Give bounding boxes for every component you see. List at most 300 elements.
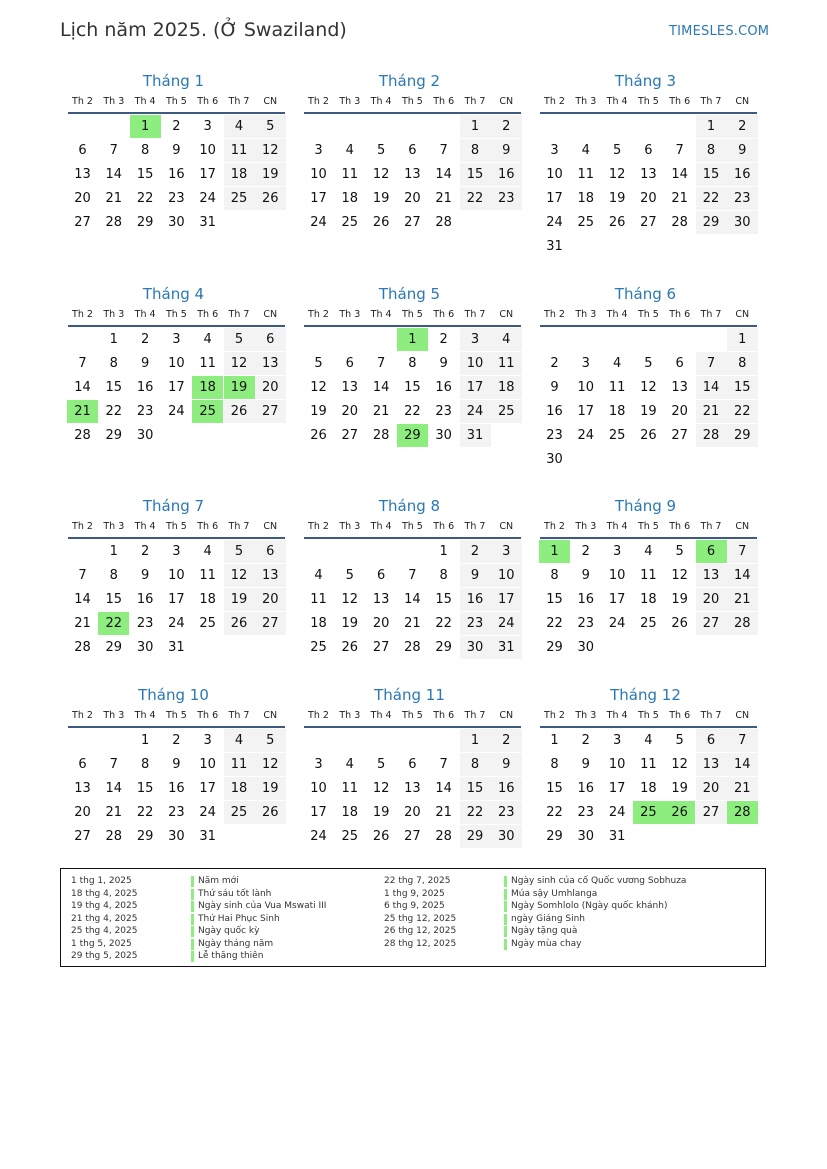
month-divider xyxy=(540,726,757,728)
weekday-label: Th 6 xyxy=(197,96,219,107)
day-cell: 17 xyxy=(310,805,327,820)
legend-date: 1 thg 5, 2025 xyxy=(71,938,132,949)
month-name: Tháng 8 xyxy=(378,497,441,515)
day-cell: 28 xyxy=(74,640,91,655)
day-cell: 16 xyxy=(727,163,758,186)
day-cell: 29 xyxy=(136,215,154,230)
day-cell: 6 xyxy=(255,540,286,563)
weekday-label: Th 3 xyxy=(339,521,361,532)
day-cell: 16 xyxy=(546,404,563,419)
day-cell: 5 xyxy=(314,356,323,371)
day-cell: 4 xyxy=(203,332,212,347)
weekday-header xyxy=(539,710,757,724)
weekday-label: Th 5 xyxy=(637,521,659,532)
weekday-label: Th 4 xyxy=(606,521,628,532)
day-cell: 7 xyxy=(727,540,758,563)
weekday-label: Th 7 xyxy=(700,96,722,107)
holiday-day-cell: 6 xyxy=(696,540,727,563)
day-cell: 5 xyxy=(612,143,622,158)
day-cell: 10 xyxy=(608,568,626,583)
day-cell: 15 xyxy=(460,777,491,800)
day-cell: 12 xyxy=(341,592,359,607)
legend-date: 25 thg 4, 2025 xyxy=(71,926,138,936)
legend-holiday-name: Ngày tháng năm xyxy=(198,938,274,949)
day-cell: 20 xyxy=(255,376,286,399)
month-name: Tháng 4 xyxy=(142,285,205,303)
weekday-label: Th 2 xyxy=(544,96,565,107)
day-cell: 29 xyxy=(136,829,154,844)
day-cell: 15 xyxy=(546,592,563,607)
day-cell: 17 xyxy=(460,376,491,399)
day-cell: 25 xyxy=(310,640,327,655)
day-cell: 29 xyxy=(696,211,727,234)
day-cell: 7 xyxy=(439,143,448,158)
day-cell: 20 xyxy=(404,805,421,820)
day-cell: 22 xyxy=(546,805,563,820)
day-cell: 11 xyxy=(310,592,327,607)
day-cell: 8 xyxy=(550,757,559,772)
day-cell: 14 xyxy=(727,753,758,776)
day-cell: 10 xyxy=(168,568,185,583)
day-cell: 24 xyxy=(168,616,185,631)
day-cell: 22 xyxy=(404,404,421,419)
day-cell: 27 xyxy=(640,215,657,230)
day-cell: 6 xyxy=(644,143,653,158)
day-cell: 8 xyxy=(460,139,491,162)
day-cell: 15 xyxy=(105,380,123,395)
day-cell: 7 xyxy=(109,143,118,158)
weekday-label: Th 5 xyxy=(165,710,187,721)
day-cell: 8 xyxy=(408,356,417,371)
day-cell: 15 xyxy=(136,781,154,796)
day-cell: 3 xyxy=(172,544,181,559)
day-cell: 7 xyxy=(78,568,87,583)
legend-holiday-name: Thứ Hai Phục Sinh xyxy=(198,913,280,924)
day-cell: 2 xyxy=(581,544,590,559)
day-cell: 9 xyxy=(491,139,522,162)
weekday-label: Th 3 xyxy=(575,309,597,320)
legend-marker xyxy=(191,889,194,900)
weekday-header xyxy=(303,309,521,323)
weekday-label: Th 7 xyxy=(228,710,250,721)
day-cell: 26 xyxy=(255,801,286,824)
weekday-label: Th 4 xyxy=(134,309,156,320)
day-cell: 11 xyxy=(199,356,216,371)
day-cell: 14 xyxy=(696,376,727,399)
legend-holiday-name: Ngày sinh của cố Quốc vương Sobhuza xyxy=(511,876,687,886)
holiday-day-cell: 19 xyxy=(224,376,255,399)
day-cell: 21 xyxy=(74,616,91,631)
day-cell: 18 xyxy=(199,592,216,607)
day-cell: 8 xyxy=(140,757,150,772)
day-cell: 22 xyxy=(696,187,727,210)
legend-marker xyxy=(191,914,194,925)
weekday-label: Th 5 xyxy=(637,309,659,320)
weekday-label: CN xyxy=(263,96,278,107)
legend-holiday-name: Lễ thăng thiên xyxy=(198,951,264,961)
day-cell: 28 xyxy=(435,829,452,844)
day-cell: 15 xyxy=(546,781,563,796)
holiday-legend xyxy=(60,868,766,967)
day-cell: 18 xyxy=(491,376,522,399)
day-cell: 23 xyxy=(727,187,758,210)
weekday-label: CN xyxy=(499,710,514,721)
day-cell: 6 xyxy=(78,143,87,158)
month-name: Tháng 12 xyxy=(610,686,681,704)
day-cell: 7 xyxy=(109,757,118,772)
day-cell: 27 xyxy=(696,801,727,824)
day-cell: 23 xyxy=(168,805,185,820)
legend-marker xyxy=(504,939,507,950)
day-cell: 13 xyxy=(696,564,727,587)
day-cell: 26 xyxy=(372,215,390,230)
day-cell: 14 xyxy=(727,564,758,587)
legend-date: 21 thg 4, 2025 xyxy=(71,913,138,924)
weekday-header xyxy=(67,309,285,323)
weekday-label: Th 7 xyxy=(228,521,250,532)
weekday-label: Th 3 xyxy=(339,96,361,107)
day-cell: 10 xyxy=(168,356,185,371)
day-cell: 23 xyxy=(577,616,595,631)
weekday-label: CN xyxy=(499,309,514,320)
weekday-header xyxy=(539,96,757,110)
brand-link[interactable]: TIMESLES.COM xyxy=(669,24,770,39)
weekday-label: Th 2 xyxy=(544,710,565,721)
legend-marker xyxy=(504,901,507,912)
legend-date: 29 thg 5, 2025 xyxy=(71,951,138,961)
legend-holiday-name: Năm mới xyxy=(198,876,239,886)
weekday-label: Th 3 xyxy=(339,710,361,721)
weekday-label: Th 6 xyxy=(669,710,691,721)
legend-marker xyxy=(191,939,194,950)
legend-date: 1 thg 1, 2025 xyxy=(71,876,132,886)
day-cell: 4 xyxy=(224,729,255,752)
day-cell: 27 xyxy=(696,612,727,635)
day-cell: 13 xyxy=(74,781,91,796)
day-cell: 30 xyxy=(136,640,154,655)
day-cell: 31 xyxy=(199,215,216,230)
day-cell: 20 xyxy=(341,404,359,419)
day-cell: 29 xyxy=(546,829,563,844)
day-cell: 9 xyxy=(172,143,181,158)
month-divider xyxy=(540,325,757,327)
day-cell: 23 xyxy=(168,191,185,206)
holiday-day-cell: 21 xyxy=(67,400,98,423)
day-cell: 19 xyxy=(310,404,327,419)
weekday-label: Th 2 xyxy=(72,309,93,320)
month-divider xyxy=(540,537,757,539)
day-cell: 7 xyxy=(727,729,758,752)
day-cell: 10 xyxy=(577,380,595,395)
day-cell: 19 xyxy=(372,191,390,206)
day-cell: 28 xyxy=(696,424,727,447)
day-cell: 26 xyxy=(310,428,327,443)
weekday-header xyxy=(539,521,757,535)
weekday-label: CN xyxy=(263,521,278,532)
day-cell: 3 xyxy=(203,733,212,748)
weekday-label: Th 5 xyxy=(401,309,423,320)
weekday-header xyxy=(67,521,285,535)
day-cell: 14 xyxy=(372,380,390,395)
day-cell: 23 xyxy=(491,187,522,210)
day-cell: 6 xyxy=(696,729,727,752)
day-cell: 7 xyxy=(408,568,417,583)
day-cell: 4 xyxy=(491,328,522,351)
page-title: Lịch năm 2025. (Ở Swaziland) xyxy=(60,19,347,41)
weekday-label: Th 3 xyxy=(103,710,125,721)
day-cell: 1 xyxy=(460,729,491,752)
day-cell: 13 xyxy=(404,781,421,796)
day-cell: 21 xyxy=(372,404,390,419)
day-cell: 14 xyxy=(105,167,123,182)
day-cell: 4 xyxy=(644,544,653,559)
day-cell: 10 xyxy=(460,352,491,375)
day-cell: 27 xyxy=(255,612,286,635)
day-cell: 17 xyxy=(491,588,522,611)
day-cell: 6 xyxy=(78,757,87,772)
day-cell: 22 xyxy=(105,404,123,419)
day-cell: 24 xyxy=(199,191,216,206)
day-cell: 1 xyxy=(140,733,150,748)
day-cell: 30 xyxy=(136,428,154,443)
day-cell: 15 xyxy=(136,167,154,182)
day-cell: 22 xyxy=(727,400,758,423)
day-cell: 16 xyxy=(460,588,491,611)
day-cell: 15 xyxy=(404,380,421,395)
day-cell: 24 xyxy=(310,829,327,844)
day-cell: 13 xyxy=(696,753,727,776)
day-cell: 12 xyxy=(372,781,390,796)
day-cell: 4 xyxy=(314,568,323,583)
day-cell: 20 xyxy=(74,805,91,820)
day-cell: 25 xyxy=(640,616,657,631)
day-cell: 30 xyxy=(435,428,452,443)
day-cell: 27 xyxy=(671,428,688,443)
day-cell: 12 xyxy=(372,167,390,182)
day-cell: 6 xyxy=(408,757,417,772)
day-cell: 18 xyxy=(608,404,626,419)
day-cell: 20 xyxy=(671,404,688,419)
day-cell: 25 xyxy=(224,187,255,210)
day-cell: 9 xyxy=(172,757,181,772)
day-cell: 13 xyxy=(74,167,91,182)
day-cell: 20 xyxy=(696,588,727,611)
day-cell: 9 xyxy=(491,753,522,776)
day-cell: 17 xyxy=(168,592,185,607)
day-cell: 28 xyxy=(74,428,91,443)
day-cell: 11 xyxy=(608,380,626,395)
day-cell: 3 xyxy=(612,544,622,559)
day-cell: 19 xyxy=(671,592,688,607)
day-cell: 23 xyxy=(136,404,154,419)
day-cell: 26 xyxy=(671,616,688,631)
day-cell: 1 xyxy=(460,115,491,138)
day-cell: 21 xyxy=(671,191,688,206)
day-cell: 26 xyxy=(640,428,657,443)
day-cell: 9 xyxy=(727,139,758,162)
weekday-label: CN xyxy=(263,710,278,721)
day-cell: 13 xyxy=(341,380,359,395)
day-cell: 11 xyxy=(577,167,595,182)
day-cell: 24 xyxy=(168,404,185,419)
day-cell: 19 xyxy=(372,805,390,820)
day-cell: 21 xyxy=(727,777,758,800)
weekday-label: CN xyxy=(735,96,750,107)
day-cell: 16 xyxy=(136,380,154,395)
weekday-label: Th 5 xyxy=(637,710,659,721)
day-cell: 29 xyxy=(105,428,123,443)
weekday-label: Th 5 xyxy=(637,96,659,107)
weekday-label: Th 6 xyxy=(669,521,691,532)
weekday-label: Th 6 xyxy=(197,521,219,532)
day-cell: 27 xyxy=(74,215,91,230)
day-cell: 28 xyxy=(404,640,421,655)
weekday-label: Th 4 xyxy=(606,96,628,107)
day-cell: 1 xyxy=(696,115,727,138)
day-cell: 24 xyxy=(460,400,491,423)
day-cell: 26 xyxy=(341,640,359,655)
day-cell: 28 xyxy=(105,829,123,844)
day-cell: 30 xyxy=(546,452,563,467)
holiday-day-cell: 25 xyxy=(192,400,223,423)
day-cell: 15 xyxy=(727,376,758,399)
day-cell: 3 xyxy=(460,328,491,351)
weekday-header xyxy=(303,96,521,110)
day-cell: 8 xyxy=(109,568,118,583)
holiday-day-cell: 28 xyxy=(727,801,758,824)
weekday-label: Th 6 xyxy=(433,96,455,107)
day-cell: 15 xyxy=(696,163,727,186)
day-cell: 11 xyxy=(224,139,255,162)
day-cell: 25 xyxy=(341,829,359,844)
day-cell: 3 xyxy=(203,119,212,134)
weekday-label: CN xyxy=(735,710,750,721)
holiday-day-cell: 1 xyxy=(539,540,570,563)
day-cell: 3 xyxy=(314,143,323,158)
day-cell: 9 xyxy=(439,356,448,371)
day-cell: 31 xyxy=(168,640,185,655)
day-cell: 12 xyxy=(671,568,688,583)
legend-date: 19 thg 4, 2025 xyxy=(71,901,138,911)
holiday-day-cell: 22 xyxy=(98,612,129,635)
day-cell: 30 xyxy=(168,215,185,230)
day-cell: 31 xyxy=(460,424,491,447)
day-cell: 14 xyxy=(74,592,91,607)
legend-date: 6 thg 9, 2025 xyxy=(384,901,445,911)
day-cell: 25 xyxy=(577,215,595,230)
day-cell: 30 xyxy=(460,636,491,659)
day-cell: 31 xyxy=(491,636,522,659)
day-cell: 27 xyxy=(372,640,390,655)
day-cell: 11 xyxy=(491,352,522,375)
legend-holiday-name: Ngày mùa chay xyxy=(511,938,582,949)
day-cell: 21 xyxy=(105,805,123,820)
day-cell: 9 xyxy=(140,356,150,371)
day-cell: 11 xyxy=(224,753,255,776)
weekday-label: Th 6 xyxy=(433,710,455,721)
day-cell: 23 xyxy=(136,616,154,631)
weekday-header xyxy=(539,309,757,323)
month-name: Tháng 11 xyxy=(374,686,445,704)
day-cell: 27 xyxy=(404,829,421,844)
weekday-label: Th 3 xyxy=(339,309,361,320)
weekday-label: Th 5 xyxy=(401,96,423,107)
day-cell: 18 xyxy=(341,191,359,206)
day-cell: 25 xyxy=(199,616,216,631)
day-cell: 9 xyxy=(140,568,150,583)
day-cell: 31 xyxy=(546,239,563,254)
day-cell: 3 xyxy=(612,733,622,748)
day-cell: 29 xyxy=(546,640,563,655)
weekday-header xyxy=(303,521,521,535)
day-cell: 11 xyxy=(341,781,359,796)
day-cell: 28 xyxy=(105,215,123,230)
legend-marker xyxy=(504,876,507,887)
day-cell: 18 xyxy=(640,592,657,607)
day-cell: 14 xyxy=(435,781,452,796)
weekday-label: Th 2 xyxy=(308,96,329,107)
weekday-label: Th 7 xyxy=(464,521,486,532)
holiday-day-cell: 1 xyxy=(397,328,428,351)
month-divider xyxy=(304,325,521,327)
day-cell: 26 xyxy=(608,215,626,230)
day-cell: 7 xyxy=(696,352,727,375)
day-cell: 15 xyxy=(435,592,452,607)
day-cell: 24 xyxy=(310,215,327,230)
day-cell: 7 xyxy=(376,356,386,371)
day-cell: 18 xyxy=(224,163,255,186)
day-cell: 14 xyxy=(105,781,123,796)
day-cell: 9 xyxy=(550,380,559,395)
weekday-label: Th 6 xyxy=(197,710,219,721)
day-cell: 19 xyxy=(671,781,688,796)
weekday-label: Th 2 xyxy=(308,309,329,320)
day-cell: 7 xyxy=(439,757,448,772)
day-cell: 2 xyxy=(581,733,590,748)
day-cell: 28 xyxy=(435,215,452,230)
day-cell: 22 xyxy=(136,191,154,206)
day-cell: 6 xyxy=(376,568,386,583)
day-cell: 6 xyxy=(255,328,286,351)
day-cell: 30 xyxy=(577,829,595,844)
day-cell: 2 xyxy=(491,115,522,138)
day-cell: 3 xyxy=(314,757,323,772)
day-cell: 28 xyxy=(671,215,688,230)
day-cell: 29 xyxy=(460,825,491,848)
legend-holiday-name: Ngày sinh của Vua Mswati III xyxy=(198,901,327,911)
day-cell: 19 xyxy=(255,777,286,800)
day-cell: 1 xyxy=(109,332,118,347)
day-cell: 20 xyxy=(255,588,286,611)
day-cell: 24 xyxy=(577,428,595,443)
day-cell: 3 xyxy=(581,356,590,371)
day-cell: 6 xyxy=(345,356,354,371)
day-cell: 24 xyxy=(199,805,216,820)
legend-marker xyxy=(191,901,194,912)
month-divider xyxy=(68,112,285,114)
weekday-label: CN xyxy=(263,309,278,320)
day-cell: 26 xyxy=(224,612,255,635)
weekday-label: Th 5 xyxy=(165,309,187,320)
weekday-label: Th 7 xyxy=(464,96,486,107)
day-cell: 22 xyxy=(136,805,154,820)
day-cell: 1 xyxy=(550,733,559,748)
day-cell: 17 xyxy=(168,380,185,395)
day-cell: 5 xyxy=(376,757,386,772)
day-cell: 21 xyxy=(435,805,452,820)
legend-date: 25 thg 12, 2025 xyxy=(384,913,457,924)
day-cell: 11 xyxy=(640,757,657,772)
